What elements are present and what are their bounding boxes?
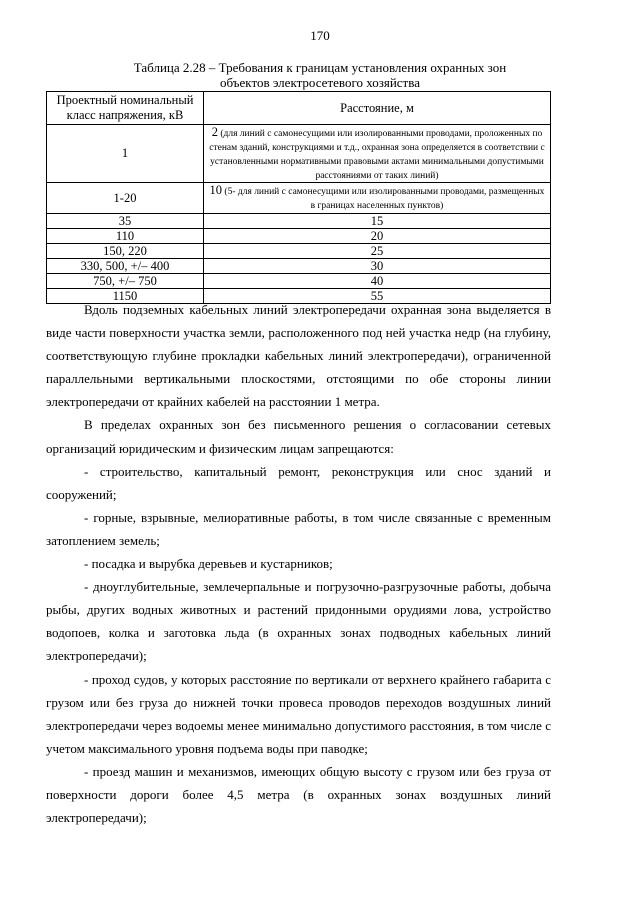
table-row	[47, 229, 551, 244]
table-row	[47, 125, 551, 183]
page-number: 170	[310, 28, 330, 43]
distance-value: 2	[211, 124, 218, 139]
table-row	[47, 183, 551, 214]
table-row	[47, 244, 551, 259]
body-text	[46, 298, 551, 829]
cell-voltage-class: 110	[47, 229, 204, 244]
table-row	[47, 214, 551, 229]
cell-distance	[204, 125, 551, 183]
header-distance: Расстояние, м	[204, 92, 551, 125]
distance-note: (для линий с самонесущими или изолированными проводами, проложенных по стенам зданий, конструкциями и т.д., охранная зона определяется в соответствии с установленными нормативными правовыми актами минимальными допустимыми расстояниями от таких линий)	[209, 128, 545, 181]
list-item-mining: - горные, взрывные, мелиоративные работы, в том числе связанные с временным затоплением земель;	[46, 509, 551, 548]
list-item-vessels: - проход судов, у которых расстояние по вертикали от верхнего крайнего габарита с грузом или без груза до нижней точки провеса проводов переходов воздушных линий электропередачи через водоемы менее минимально допустимого расстояния, в том числе с учетом максимального уровня подъема воды при паводке;	[46, 671, 551, 756]
cell-voltage-class: 1150	[47, 289, 204, 304]
cell-voltage-class: 1-20	[47, 183, 204, 214]
table-row	[47, 274, 551, 289]
cell-distance	[204, 183, 551, 214]
cell-distance: 40	[204, 274, 551, 289]
table-caption-line-1: Таблица 2.28 – Требования к границам установления охранных зон	[133, 60, 507, 75]
protection-zones-table	[46, 91, 551, 304]
table-row	[47, 259, 551, 274]
cell-distance: 30	[204, 259, 551, 274]
distance-note: (5- для линий с самонесущими или изолированными проводами, размещенных в границах населенных пунктов)	[222, 187, 545, 211]
cell-voltage-class: 330, 500, +/– 400	[47, 259, 204, 274]
cell-distance: 55	[204, 289, 551, 304]
table-caption	[70, 60, 570, 90]
cell-voltage-class: 35	[47, 214, 204, 229]
cell-distance: 25	[204, 244, 551, 259]
cell-distance: 20	[204, 229, 551, 244]
paragraph-underground-cables: Вдоль подземных кабельных линий электропередачи охранная зона выделяется в виде части поверхности участка земли, расположенного под ней участка недр (на глубину, соответствующую глубине прокладки кабельных линий электропередачи), ограниченной параллельными вертикальными плоскостями, отстоящими по обе стороны линии электропередачи от крайних кабелей на расстоянии 1 метра.	[46, 302, 551, 410]
list-item-trees: - посадка и вырубка деревьев и кустарников;	[84, 556, 333, 572]
cell-voltage-class: 1	[47, 125, 204, 183]
list-item-dredging: - дноуглубительные, землечерпальные и погрузочно-разгрузочные работы, добыча рыбы, других водных животных и растений придонными орудиями лова, устройство водопоев, колка и заготовка льда (в охранных зонах подводных кабельных линий электропередачи);	[46, 579, 551, 664]
table-header-row	[47, 92, 551, 125]
paragraph-prohibitions-intro: В пределах охранных зон без письменного решения о согласовании сетевых организаций юридическим и физическим лицам запрещаются:	[46, 417, 551, 456]
list-item-construction: - строительство, капитальный ремонт, реконструкция или снос зданий и сооружений;	[46, 463, 551, 502]
list-item-vehicles: - проезд машин и механизмов, имеющих общую высоту с грузом или без груза от поверхности дороги более 4,5 метра (в охранных зонах воздушных линий электропередачи);	[46, 763, 551, 826]
table-caption-line-2: объектов электросетевого хозяйства	[220, 75, 420, 90]
cell-voltage-class: 750, +/– 750	[47, 274, 204, 289]
header-voltage-class: Проектный номинальный класс напряжения, кВ	[47, 92, 204, 125]
cell-voltage-class: 150, 220	[47, 244, 204, 259]
distance-value: 10	[209, 183, 223, 197]
cell-distance: 15	[204, 214, 551, 229]
